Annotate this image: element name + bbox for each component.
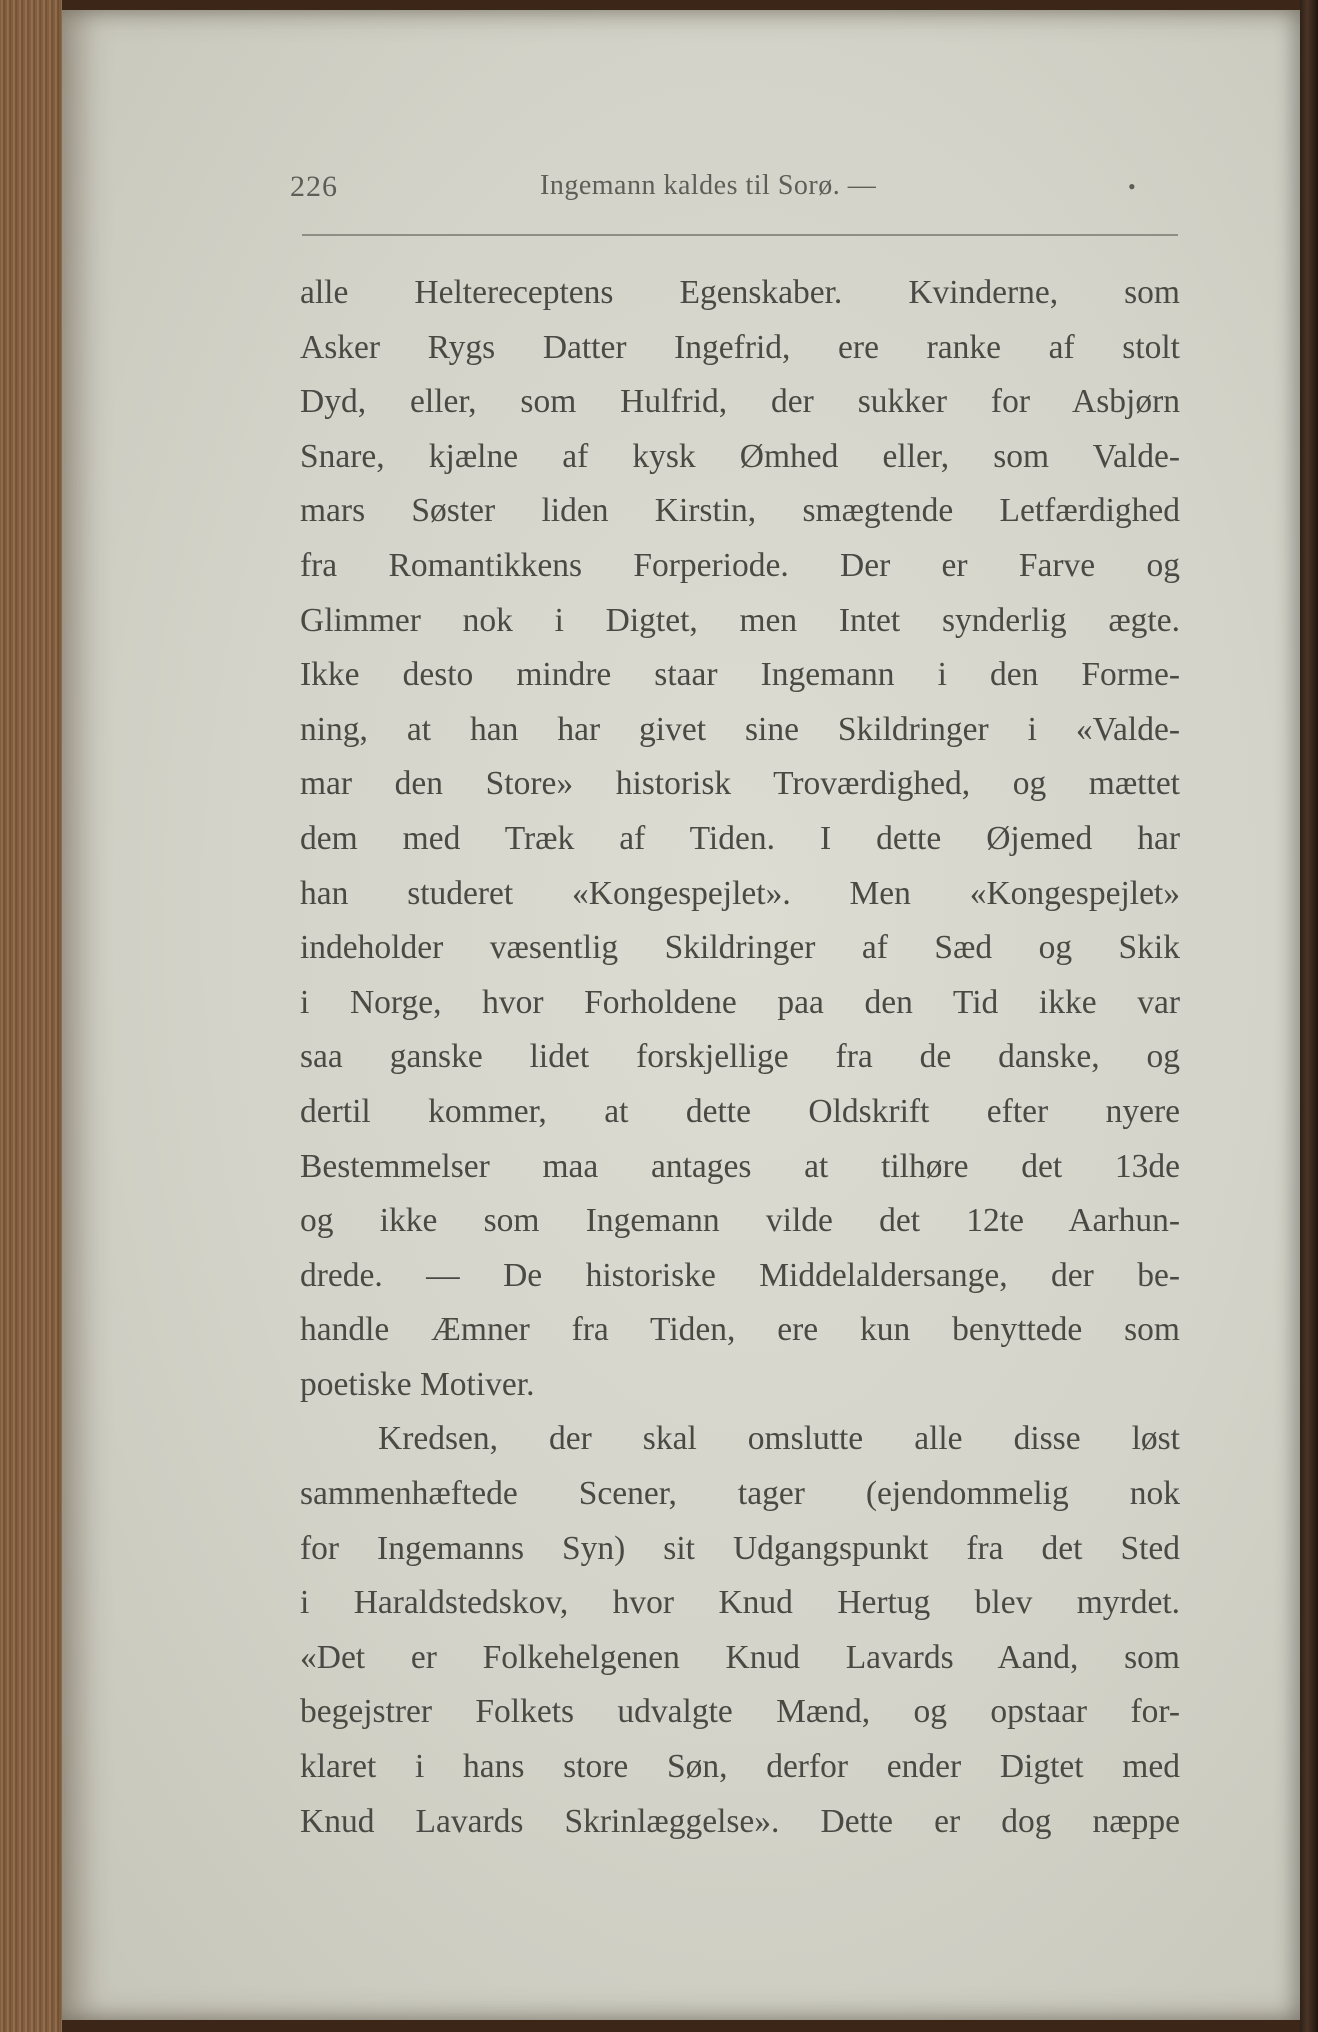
text-line: Snare, kjælne af kysk Ømhed eller, som Valde-	[300, 437, 1180, 475]
text-line: sammenhæftede Scener, tager (ejendommelig nok	[300, 1475, 1180, 1513]
header-rule	[302, 234, 1178, 236]
text-line: drede. — De historiske Middelaldersange, der be-	[300, 1256, 1180, 1294]
header-ornament: •	[1128, 174, 1136, 199]
text-line: saa ganske lidet forskjellige fra de danske, og	[300, 1038, 1180, 1076]
text-line: begejstrer Folkets udvalgte Mænd, og opstaar for-	[300, 1693, 1180, 1731]
text-line: i Haraldstedskov, hvor Knud Hertug blev myrdet.	[300, 1584, 1180, 1622]
text-line: Asker Rygs Datter Ingefrid, ere ranke af stolt	[300, 328, 1180, 366]
paragraph-end-line: poetiske Motiver.	[300, 1365, 535, 1403]
text-line: «Det er Folkehelgenen Knud Lavards Aand, som	[300, 1638, 1180, 1676]
paragraph-start-line: Kredsen, der skal omslutte alle disse løst	[378, 1420, 1180, 1458]
text-line: for Ingemanns Syn) sit Udgangspunkt fra det Sted	[300, 1529, 1180, 1567]
text-line: mars Søster liden Kirstin, smægtende Letfærdighed	[300, 492, 1180, 530]
body-text	[300, 266, 1180, 1849]
text-line: Ikke desto mindre staar Ingemann i den Forme-	[300, 656, 1180, 694]
running-head: Ingemann kaldes til Sorø. —	[540, 170, 877, 201]
page-edges	[0, 0, 62, 2032]
text-line: Bestemmelser maa antages at tilhøre det 13de	[300, 1147, 1180, 1185]
text-line: dertil kommer, at dette Oldskrift efter nyere	[300, 1092, 1180, 1130]
text-line: mar den Store» historisk Troværdighed, og mættet	[300, 765, 1180, 803]
book-cover-edge	[1300, 0, 1318, 2032]
text-line: i Norge, hvor Forholdene paa den Tid ikke var	[300, 983, 1180, 1021]
text-line: klaret i hans store Søn, derfor ender Digtet med	[300, 1748, 1180, 1786]
page-number: 226	[290, 170, 338, 203]
text-line: alle Heltereceptens Egenskaber. Kvinderne, som	[300, 274, 1180, 311]
text-line: han studeret «Kongespejlet». Men «Kongespejlet»	[300, 874, 1180, 912]
text-line: Dyd, eller, som Hulfrid, der sukker for Asbjørn	[300, 383, 1180, 421]
text-line: Knud Lavards Skrinlæggelse». Dette er dog næppe	[300, 1802, 1180, 1840]
text-line: ning, at han har givet sine Skildringer i «Valde-	[300, 710, 1180, 748]
text-line: fra Romantikkens Forperiode. Der er Farve og	[300, 546, 1180, 584]
text-line: indeholder væsentlig Skildringer af Sæd og Skik	[300, 929, 1180, 967]
text-line: og ikke som Ingemann vilde det 12te Aarhun-	[300, 1202, 1180, 1240]
text-line: Glimmer nok i Digtet, men Intet synderlig ægte.	[300, 601, 1180, 639]
page-header	[290, 170, 1180, 210]
text-line: handle Æmner fra Tiden, ere kun benyttede som	[300, 1311, 1180, 1349]
text-line: dem med Træk af Tiden. I dette Øjemed har	[300, 819, 1180, 857]
